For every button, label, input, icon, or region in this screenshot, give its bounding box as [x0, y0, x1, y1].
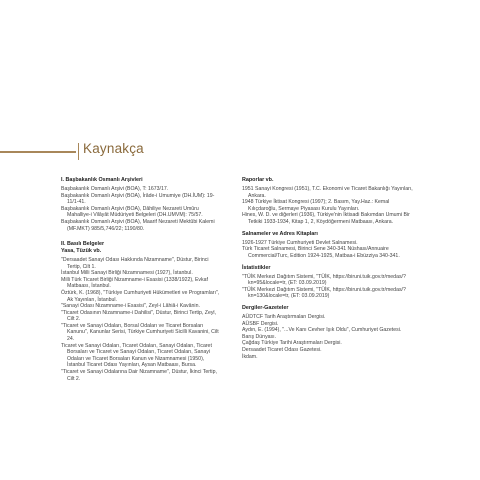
press-entry: AÜSBF Dergisi.	[242, 320, 279, 327]
law-entry: Öztürk, K. (1968), "Türkiye Cumhuriyeti Hükümetleri ve Programları", Ak Yayınları, İstanbul.	[61, 289, 220, 303]
archive-entry: Başbakanlık Osmanlı Arşivi (BOA), T: 1673/17.	[61, 186, 169, 193]
report-entry: 1948 Türkiye İktisat Kongresi (1997); 2. Basım, Yay.Haz.: Kemal Kılıçdaroğlu, Sermaye Piyasası Kurulu Yayınları.	[242, 199, 390, 212]
report-entry: 1951 Sanayi Kongresi (1951), T.C. Ekonomi ve Ticaret Bakanlığı Yayınları, Ankara.	[242, 186, 413, 199]
stat-entry: "TÜİK Merkezi Dağıtım Sistemi, "TÜİK, https://biruni.tuik.gov.tr/medas/?kn=130&locale=tr, (ET: 03.09.2019)	[242, 286, 406, 300]
press-entry: Çağdaş Türkiye Tarihi Araştırmaları Dergisi.	[242, 340, 342, 347]
archive-entry: Başbakanlık Osmanlı Arşivi (BOA), Maarif Nezareti Mektûbi Kalemi (MF.MKT) 985/5,746/22; 1190/80.	[61, 219, 215, 232]
title-rule	[0, 151, 76, 153]
press-entry: AÜDTCF Tarih Araştırmaları Dergisi.	[242, 314, 326, 321]
archive-entry: Başbakanlık Osmanlı Arşivi (BOA), İrâde-i Umumiye (DH.İUM): 19-11/1-41.	[61, 192, 215, 206]
law-entry: İstanbul Milli Sanayi Birliği Nizamnamesi (1927), İstanbul.	[61, 270, 193, 277]
title-separator	[78, 143, 79, 160]
annual-entry: Türk Ticaret Salnamesi, Birinci Sene 340-341 Nüshası/Annuaire Commercial/Turc, Edition 1924-1925, Matbaa-i Ebüzziya 340-341.	[242, 246, 400, 259]
archives-heading: I. Başbakanlık Osmanlı Arşivleri	[61, 177, 143, 183]
law-entry: "Sanayi Odası Nizamname-i Esasisi", Zeyl-i Lâhiâ-i Kavânin.	[61, 303, 200, 310]
law-entry: "Dersaadet Sanayi Odası Hakkında Nizamname", Düstur, Birinci Tertip, Cilt 1.	[61, 256, 209, 270]
press-entry: Barış Dünyası.	[242, 333, 277, 340]
reports-heading: Raporlar vb.	[242, 177, 274, 183]
report-entry: Hines, W. D. ve diğerleri (1936), Türkiye'nin İktisadi Bakımdan Umumi Bir Tetkiki 1933-1934, Kitap 1, 2, Köydöğermeni Matbaası, Ankara.	[242, 212, 410, 226]
press-heading: Dergiler-Gazeteler	[242, 305, 289, 311]
printed-heading: II. Basılı Belgeler	[61, 241, 105, 248]
right-column	[242, 177, 414, 360]
stat-entry: "TÜİK Merkezi Dağıtım Sistemi, "TÜİK, https://biruni.tuik.gov.tr/medas/?kn=95&locale=tr, (ET: 03.09.2019)	[242, 273, 406, 287]
press-entry: İkdam.	[242, 353, 258, 360]
page-title: Kaynakça	[83, 141, 144, 156]
annuals-heading: Salnameler ve Adres Kitapları	[242, 230, 318, 237]
left-column	[61, 177, 221, 382]
law-entry: Ticaret ve Sanayi Odaları, Ticaret Odaları, Sanayi Odaları, Ticaret Borsaları ve Ticaret ve Sanayi Odaları, Ticaret Odaları, Sanayi Odaları ve Ticaret Borsaları Kanun ve Nizamnamesi (1950), İstanbul Ticaret Odası Yayınları, Aysan Matbaası, Bursa.	[61, 342, 212, 369]
press-entry: Aydın, E. (1994), "...Ve Kanı Cevher Işık Oldu", Cumhuriyet Gazetesi.	[242, 327, 402, 334]
stats-heading: İstatistikler	[242, 264, 271, 271]
law-entry: "Ticaret Odasının Nizamname-i Dahilisi", Düstur, Birinci Tertip, Zeyl, Cilt 2.	[61, 309, 217, 323]
law-entry: Milli Türk Ticaret Birliği Nizamname-i Esasisi (1338/1922), Evkaf Matbaası, İstanbul.	[61, 276, 208, 290]
law-entry: "Ticaret ve Sanayi Odaları, Borsal Odaları ve Ticaret Borsaları Kanunu", Kanunlar Serisi, Türkiye Cumhuriyeti Sicilli Kavanini, Cilt 24.	[61, 322, 219, 343]
laws-heading: Yasa, Tüzük vb.	[61, 247, 102, 254]
annual-entry: 1926-1927 Türkiye Cumhuriyeti Devlet Salnamesi.	[242, 239, 358, 246]
press-entry: Dersaadet Ticaret Odası Gazetesi.	[242, 347, 322, 354]
archive-entry: Başbakanlık Osmanlı Arşivi (BOA), Dâhiliye Nezareti Umûru Mahalliye-i Vilâyât Müdüriyeti Belgeleri (DH.UMVM): 75/57.	[61, 205, 203, 219]
law-entry: "Ticaret ve Sanayi Odalarına Dair Nizamname", Düstur, İkinci Tertip, Cilt 2.	[61, 369, 217, 382]
